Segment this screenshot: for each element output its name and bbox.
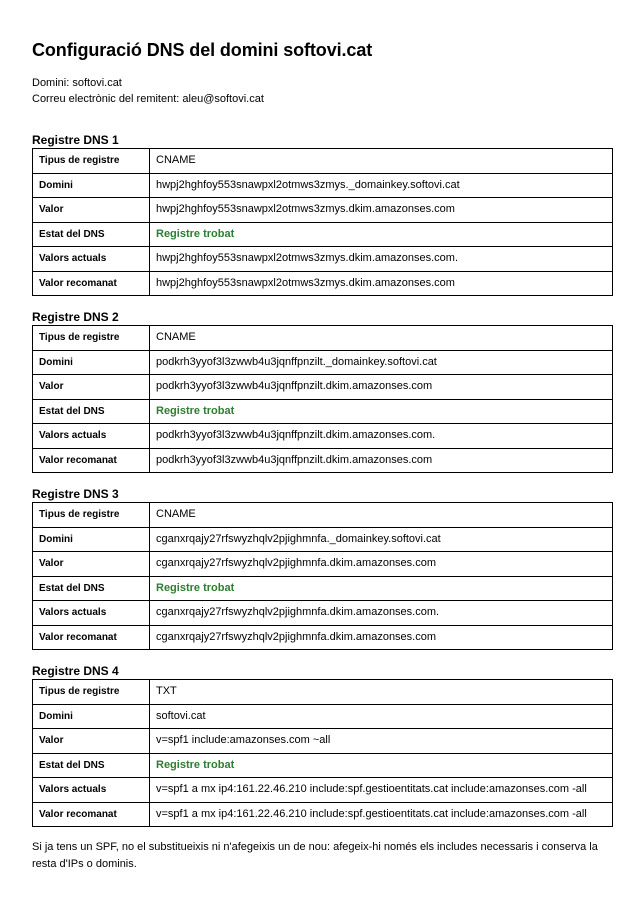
record-table (32, 502, 613, 650)
value-type: CNAME (150, 149, 613, 174)
row-domain (33, 173, 613, 198)
label-domain: Domini (33, 527, 150, 552)
label-current: Valors actuals (33, 778, 150, 803)
label-recommended: Valor recomanat (33, 802, 150, 827)
row-current (33, 778, 613, 803)
label-recommended: Valor recomanat (33, 448, 150, 473)
record-title: Registre DNS 4 (32, 664, 119, 678)
label-status: Estat del DNS (33, 576, 150, 601)
record-table (32, 679, 613, 827)
row-domain (33, 704, 613, 729)
status-badge: Registre trobat (150, 753, 613, 778)
value-value: v=spf1 include:amazonses.com ~all (150, 729, 613, 754)
row-value (33, 552, 613, 577)
row-domain (33, 527, 613, 552)
label-domain: Domini (33, 173, 150, 198)
label-status: Estat del DNS (33, 222, 150, 247)
value-type: CNAME (150, 503, 613, 528)
dns-record-2 (32, 310, 613, 473)
value-domain: podkrh3yyof3l3zwwb4u3jqnffpnzilt._domainkey.softovi.cat (150, 350, 613, 375)
label-type: Tipus de registre (33, 326, 150, 351)
row-status (33, 576, 613, 601)
value-recommended: v=spf1 a mx ip4:161.22.46.210 include:spf.gestioentitats.cat include:amazonses.com -all (150, 802, 613, 827)
row-recommended (33, 802, 613, 827)
row-recommended (33, 625, 613, 650)
label-current: Valors actuals (33, 247, 150, 272)
label-value: Valor (33, 552, 150, 577)
dns-record-3 (32, 487, 613, 650)
row-current (33, 424, 613, 449)
record-title: Registre DNS 2 (32, 310, 119, 324)
spf-note: Si ja tens un SPF, no el substitueixis ni n'afegeixis un de nou: afegeix-hi només els includes necessaris i conserva la resta d'IPs o dominis. (32, 841, 598, 870)
row-recommended (33, 448, 613, 473)
value-recommended: hwpj2hghfoy553snawpxl2otmws3zmys.dkim.amazonses.com (150, 271, 613, 296)
row-type (33, 503, 613, 528)
dns-record-4 (32, 664, 613, 827)
record-title: Registre DNS 3 (32, 487, 119, 501)
value-current: v=spf1 a mx ip4:161.22.46.210 include:spf.gestioentitats.cat include:amazonses.com -all (150, 778, 613, 803)
value-type: CNAME (150, 326, 613, 351)
label-current: Valors actuals (33, 601, 150, 626)
label-current: Valors actuals (33, 424, 150, 449)
label-type: Tipus de registre (33, 149, 150, 174)
status-badge: Registre trobat (150, 576, 613, 601)
value-recommended: podkrh3yyof3l3zwwb4u3jqnffpnzilt.dkim.amazonses.com (150, 448, 613, 473)
row-type (33, 149, 613, 174)
label-type: Tipus de registre (33, 503, 150, 528)
label-type: Tipus de registre (33, 680, 150, 705)
value-current: hwpj2hghfoy553snawpxl2otmws3zmys.dkim.amazonses.com. (150, 247, 613, 272)
value-domain: hwpj2hghfoy553snawpxl2otmws3zmys._domainkey.softovi.cat (150, 173, 613, 198)
status-badge: Registre trobat (150, 222, 613, 247)
page-title: Configuració DNS del domini softovi.cat (32, 40, 373, 60)
label-domain: Domini (33, 350, 150, 375)
value-domain: softovi.cat (150, 704, 613, 729)
value-value: podkrh3yyof3l3zwwb4u3jqnffpnzilt.dkim.amazonses.com (150, 375, 613, 400)
label-value: Valor (33, 198, 150, 223)
value-value: cganxrqajy27rfswyzhqlv2pjighmnfa.dkim.amazonses.com (150, 552, 613, 577)
value-type: TXT (150, 680, 613, 705)
row-value (33, 198, 613, 223)
value-current: podkrh3yyof3l3zwwb4u3jqnffpnzilt.dkim.amazonses.com. (150, 424, 613, 449)
label-domain: Domini (33, 704, 150, 729)
document-page (32, 38, 613, 873)
row-value (33, 729, 613, 754)
value-recommended: cganxrqajy27rfswyzhqlv2pjighmnfa.dkim.amazonses.com (150, 625, 613, 650)
label-value: Valor (33, 729, 150, 754)
row-type (33, 680, 613, 705)
label-recommended: Valor recomanat (33, 271, 150, 296)
row-recommended (33, 271, 613, 296)
row-domain (33, 350, 613, 375)
row-current (33, 247, 613, 272)
row-status (33, 753, 613, 778)
value-domain: cganxrqajy27rfswyzhqlv2pjighmnfa._domainkey.softovi.cat (150, 527, 613, 552)
sender-email-line: Correu electrònic del remitent: aleu@softovi.cat (32, 92, 264, 105)
record-table (32, 148, 613, 296)
dns-record-1 (32, 133, 613, 296)
label-status: Estat del DNS (33, 399, 150, 424)
row-type (33, 326, 613, 351)
row-value (33, 375, 613, 400)
label-value: Valor (33, 375, 150, 400)
document-meta (32, 76, 613, 107)
domain-line: Domini: softovi.cat (32, 77, 122, 89)
label-recommended: Valor recomanat (33, 625, 150, 650)
row-current (33, 601, 613, 626)
value-value: hwpj2hghfoy553snawpxl2otmws3zmys.dkim.amazonses.com (150, 198, 613, 223)
value-current: cganxrqajy27rfswyzhqlv2pjighmnfa.dkim.amazonses.com. (150, 601, 613, 626)
row-status (33, 222, 613, 247)
row-status (33, 399, 613, 424)
record-table (32, 325, 613, 473)
label-status: Estat del DNS (33, 753, 150, 778)
status-badge: Registre trobat (150, 399, 613, 424)
record-title: Registre DNS 1 (32, 133, 119, 147)
